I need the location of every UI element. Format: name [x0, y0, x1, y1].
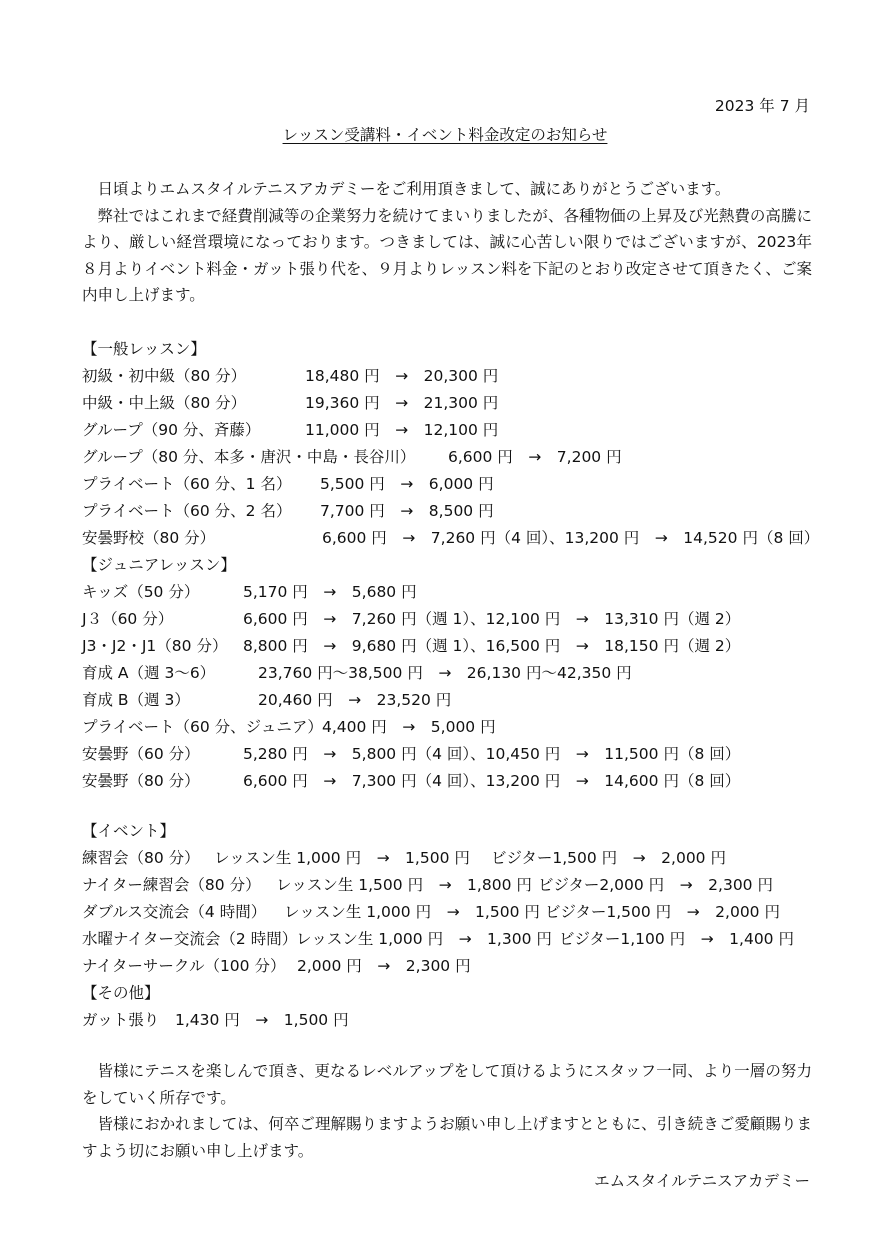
- course-label: グループ（80 分、本多・唐沢・中島・長谷川）: [82, 448, 416, 466]
- closing-paragraph-1: 皆様にテニスを楽しんで頂き、更なるレベルアップをして頂けるようにスタッフ一同、より一層の努力をしていく所存です。: [82, 1062, 812, 1107]
- price-change: 6,600 円 → 7,300 円（4 回）、13,200 円 → 14,600 円（8 回）: [243, 772, 741, 790]
- notice-title: レッスン受講料・イベント料金改定のお知らせ: [282, 126, 608, 144]
- price-change: 2,000 円 → 2,300 円: [297, 957, 471, 975]
- course-label: 安曇野校（80 分）: [82, 529, 216, 547]
- notice-date: 2023 年 7 月: [714, 97, 810, 115]
- general-lessons-heading: 【一般レッスン】: [82, 340, 206, 358]
- event-label: ダブルス交流会（4 時間）: [82, 903, 267, 921]
- course-label: 初級・初中級（80 分）: [82, 367, 247, 385]
- intro-paragraph-1: 日頃よりエムスタイルテニスアカデミーをご利用頂きまして、誠にありがとうございます。: [97, 180, 731, 198]
- price-change: 5,500 円 → 6,000 円: [320, 475, 494, 493]
- item-label: ガット張り: [82, 1011, 160, 1029]
- member-price-change: レッスン生 1,500 円 → 1,800 円: [276, 876, 532, 894]
- signature: エムスタイルテニスアカデミー: [594, 1172, 810, 1190]
- closing-paragraph-2: 皆様におかれましては、何卒ご理解賜りますようお願い申し上げますとともに、引き続きご愛顧賜りますよう切にお願い申し上げます。: [82, 1115, 812, 1160]
- price-change: 5,280 円 → 5,800 円（4 回）、10,450 円 → 11,500 円（8 回）: [243, 745, 741, 763]
- junior-lessons-heading: 【ジュニアレッスン】: [82, 556, 236, 574]
- event-label: ナイターサークル（100 分）: [82, 957, 286, 975]
- price-change: 7,700 円 → 8,500 円: [320, 502, 494, 520]
- events-heading: 【イベント】: [82, 822, 176, 840]
- visitor-price-change: ビジター1,500 円 → 2,000 円: [545, 903, 780, 921]
- course-label: プライベート（60 分、ジュニア）: [82, 718, 323, 736]
- price-change: 6,600 円 → 7,260 円（4 回）、13,200 円 → 14,520 円（8 回）: [322, 529, 820, 547]
- course-label: J３（60 分）: [82, 610, 174, 628]
- course-label: 育成 B（週 3）: [82, 691, 190, 709]
- price-change: 5,170 円 → 5,680 円: [243, 583, 417, 601]
- course-label: プライベート（60 分、2 名）: [82, 502, 292, 520]
- intro-text: [82, 176, 812, 309]
- price-change: 8,800 円 → 9,680 円（週 1）、16,500 円 → 18,150 円（週 2）: [243, 637, 741, 655]
- price-change: 11,000 円 → 12,100 円: [305, 421, 499, 439]
- intro-paragraph-2: 弊社ではこれまで経費削減等の企業努力を続けてまいりましたが、各種物価の上昇及び光熱費の高騰により、厳しい経営環境になっております。つきましては、誠に心苦しい限りではございますが、2023年８月よりイベント料金・ガット張り代を、９月よりレッスン料を下記のとおり改定させて頂きたく、ご案内申し上げます。: [82, 206, 812, 304]
- other-heading: 【その他】: [82, 984, 160, 1002]
- visitor-price-change: ビジター2,000 円 → 2,300 円: [538, 876, 773, 894]
- visitor-price-change: ビジター1,500 円 → 2,000 円: [491, 849, 726, 867]
- course-label: グループ（90 分、斉藤）: [82, 421, 261, 439]
- member-price-change: レッスン生 1,000 円 → 1,300 円: [296, 930, 552, 948]
- price-change: 4,400 円 → 5,000 円: [322, 718, 496, 736]
- price-change: 6,600 円 → 7,200 円: [448, 448, 622, 466]
- course-label: 育成 A（週 3〜6）: [82, 664, 216, 682]
- price-change: 23,760 円〜38,500 円 → 26,130 円〜42,350 円: [258, 664, 632, 682]
- closing-text: [82, 1058, 812, 1164]
- member-price-change: レッスン生 1,000 円 → 1,500 円: [214, 849, 470, 867]
- price-change: 20,460 円 → 23,520 円: [258, 691, 452, 709]
- price-change: 1,430 円 → 1,500 円: [175, 1011, 349, 1029]
- course-label: 中級・中上級（80 分）: [82, 394, 247, 412]
- visitor-price-change: ビジター1,100 円 → 1,400 円: [559, 930, 794, 948]
- course-label: プライベート（60 分、1 名）: [82, 475, 292, 493]
- event-label: ナイター練習会（80 分）: [82, 876, 261, 894]
- course-label: 安曇野（60 分）: [82, 745, 200, 763]
- price-change: 19,360 円 → 21,300 円: [305, 394, 499, 412]
- price-change: 18,480 円 → 20,300 円: [305, 367, 499, 385]
- price-change: 6,600 円 → 7,260 円（週 1）、12,100 円 → 13,310 円（週 2）: [243, 610, 741, 628]
- course-label: 安曇野（80 分）: [82, 772, 200, 790]
- event-label: 水曜ナイター交流会（2 時間）: [82, 930, 298, 948]
- course-label: J3・J2・J1（80 分）: [82, 637, 228, 655]
- event-label: 練習会（80 分）: [82, 849, 200, 867]
- course-label: キッズ（50 分）: [82, 583, 200, 601]
- member-price-change: レッスン生 1,000 円 → 1,500 円: [284, 903, 540, 921]
